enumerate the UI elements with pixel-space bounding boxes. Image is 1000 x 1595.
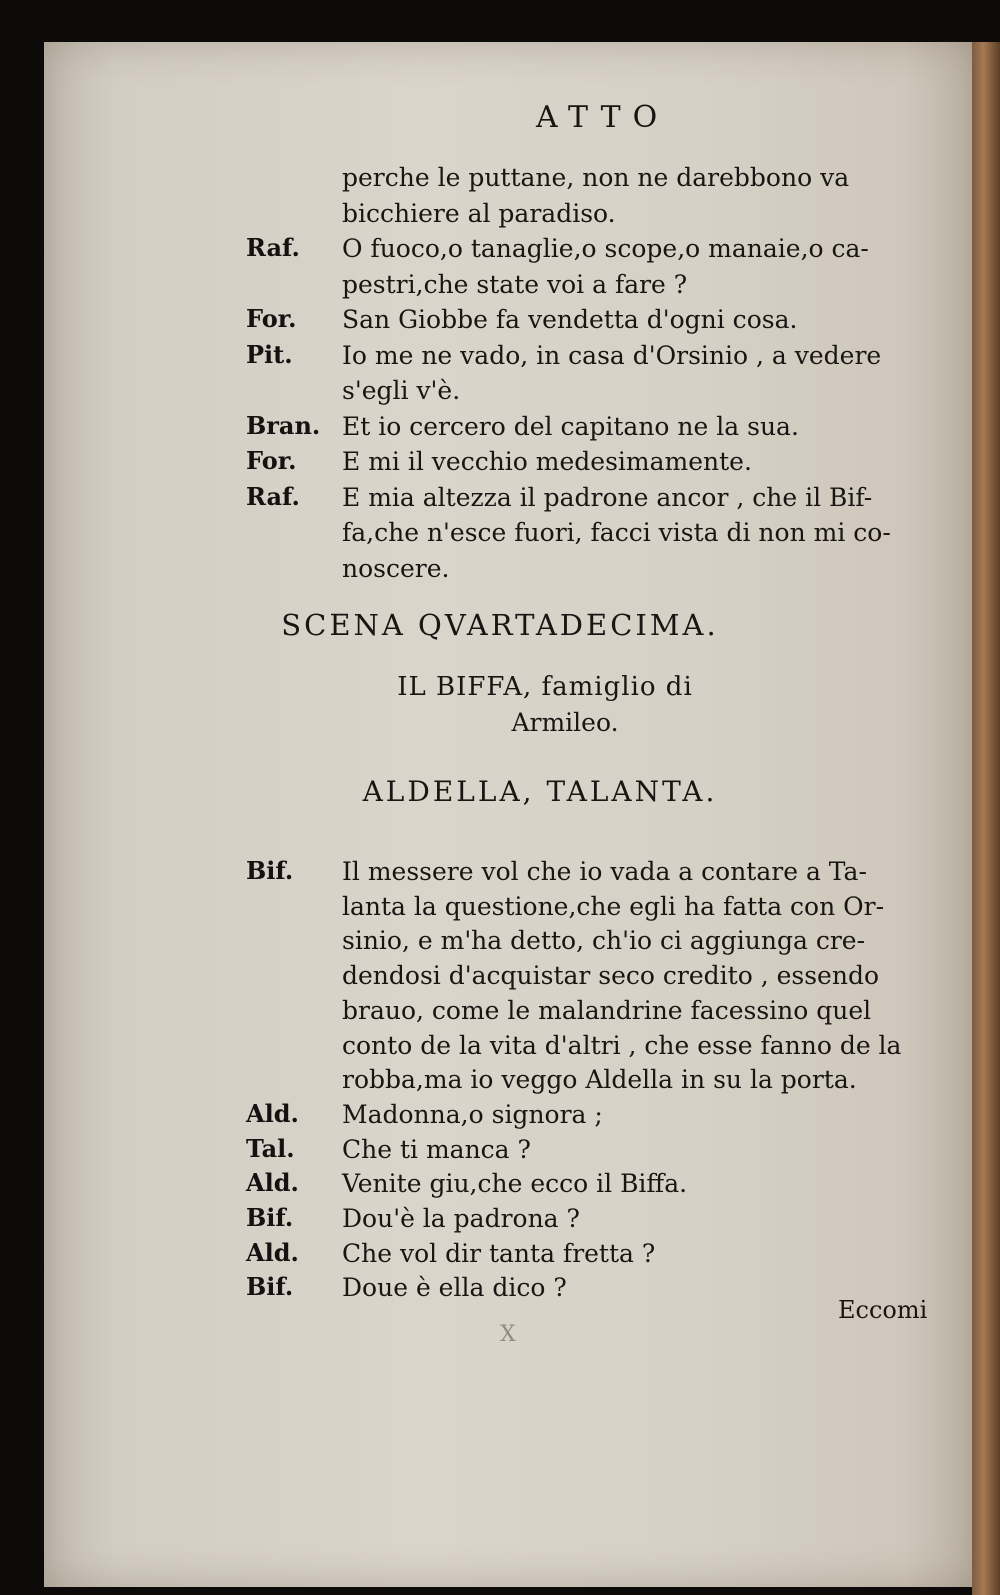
speaker-label: Tal. — [246, 1133, 295, 1163]
speaker-label: Bif. — [246, 1272, 294, 1302]
dialogue-text: Che ti manca ? — [342, 1134, 531, 1164]
dialogue-text: lanta la questione,che egli ha fatta con Or- — [342, 891, 885, 921]
dialogue-text: Il messere vol che io vada a contare a Ta- — [342, 857, 867, 886]
dialogue-text: O fuoco,o tanaglie,o scope,o manaie,o ca- — [342, 234, 869, 263]
speaker-label: For. — [246, 304, 297, 333]
dialogue-text: perche le puttane, non ne darebbono va — [342, 163, 850, 192]
dialogue-line — [0, 371, 1000, 411]
dialogue-text: s'egli v'è. — [342, 376, 461, 405]
dialogue-text: Et io cercero del capitano ne la sua. — [342, 411, 799, 441]
dialogue-line — [0, 265, 1000, 305]
dialogue-text: dendosi d'acquistar seco credito , essendo — [342, 961, 879, 991]
speaker-label: Pit. — [246, 339, 293, 369]
character-list-line-1: IL BIFFA, famiglio di — [397, 672, 693, 702]
dialogue-text: pestri,che state voi a fare ? — [342, 269, 688, 299]
dialogue-text: E mia altezza il padrone ancor , che il Bif- — [342, 482, 873, 512]
dialogue-text: conto de la vita d'altri , che esse fanno de la — [342, 1030, 902, 1060]
dialogue-text: robba,ma io veggo Aldella in su la porta. — [342, 1065, 857, 1095]
dialogue-text: Che vol dir tanta fretta ? — [342, 1238, 656, 1268]
dialogue-text: brauo, come le malandrine facessino quel — [342, 995, 872, 1025]
dialogue-line — [0, 442, 1000, 482]
speaker-label: Ald. — [246, 1168, 299, 1198]
dialogue-line — [0, 549, 1000, 589]
dialogue-text: Dou'è la padrona ? — [342, 1204, 580, 1233]
speaker-label: Bif. — [246, 856, 294, 885]
scene-title: SCENA QVARTADECIMA. — [281, 608, 719, 642]
running-head: ATTO — [536, 100, 670, 135]
dialogue-text: Doue è ella dico ? — [342, 1273, 567, 1303]
speaker-label: Ald. — [246, 1237, 299, 1267]
speaker-label: Raf. — [246, 481, 300, 511]
dialogue-text: sinio, e m'ha detto, ch'io ci aggiunga cre- — [342, 926, 866, 956]
dialogue-text: bicchiere al paradiso. — [342, 198, 616, 228]
catchword: Eccomi — [838, 1296, 928, 1324]
dialogue-line — [0, 478, 1000, 518]
dialogue-text: Io me ne vado, in casa d'Orsinio , a vedere — [342, 340, 882, 370]
dialogue-text: Madonna,o signora ; — [342, 1099, 603, 1129]
dialogue-text: fa,che n'esce fuori, facci vista di non mi co- — [342, 518, 891, 547]
speaker-label: Bran. — [246, 410, 321, 440]
speaker-label: Ald. — [246, 1098, 299, 1128]
dialogue-line — [0, 336, 1000, 376]
dialogue-text: Venite giu,che ecco il Biffa. — [342, 1169, 688, 1199]
speaker-label: Bif. — [246, 1203, 294, 1232]
character-list-line-2: Armileo. — [511, 708, 619, 737]
dialogue-text: E mi il vecchio medesimamente. — [342, 447, 752, 476]
dialogue-line — [0, 513, 1000, 553]
dialogue-line — [0, 407, 1000, 447]
signature-mark: X — [500, 1322, 516, 1347]
dialogue-line — [0, 158, 1000, 198]
dialogue-text: noscere. — [342, 553, 450, 583]
speaker-label: Raf. — [246, 233, 300, 262]
character-list-line-3: ALDELLA, TALANTA. — [362, 775, 718, 808]
dialogue-text: San Giobbe fa vendetta d'ogni cosa. — [342, 305, 798, 334]
dialogue-line — [0, 229, 1000, 269]
dialogue-line — [0, 300, 1000, 340]
dialogue-line — [0, 194, 1000, 234]
speaker-label: For. — [246, 446, 297, 475]
